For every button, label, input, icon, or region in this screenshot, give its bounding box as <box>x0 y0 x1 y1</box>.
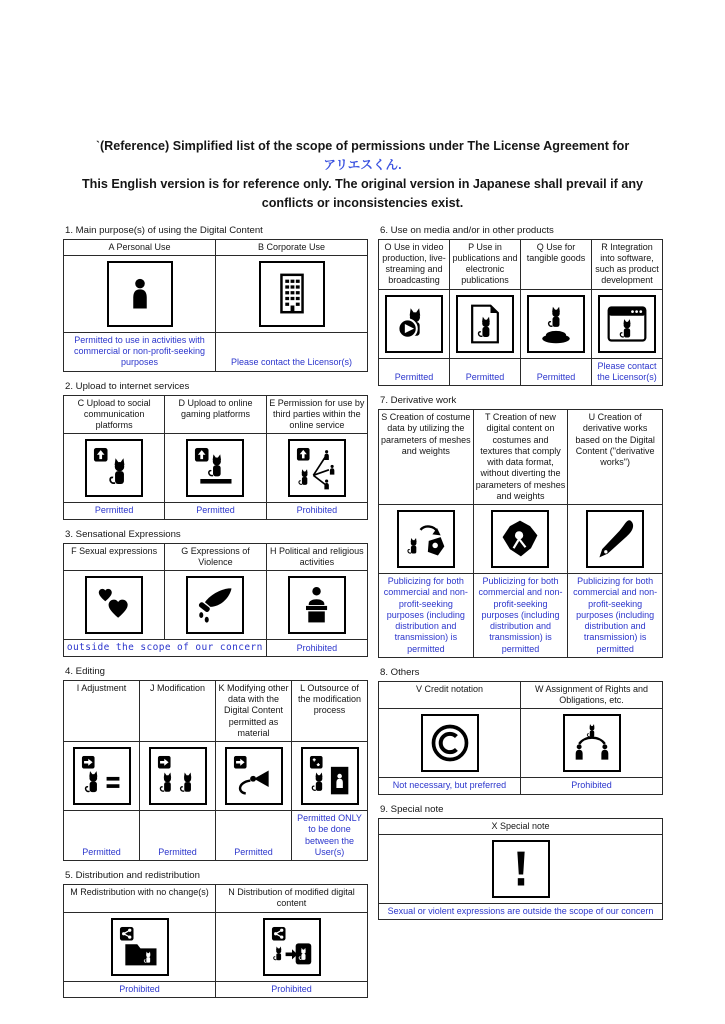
cell-header: B Corporate Use <box>216 239 368 255</box>
status-text: Permitted <box>140 811 216 861</box>
derivative-pen-icon <box>586 510 644 568</box>
status-text: Permitted <box>64 811 140 861</box>
section-derivative-work <box>378 395 663 658</box>
title-line-2: This English version is for reference only. The original version in Japanese shall prevail if any conflicts or inconsistencies exist. <box>81 176 644 210</box>
status-text: Permitted to use in activities with commercial or non-profit-seeking purposes <box>64 332 216 371</box>
status-text: Publicizing for both commercial and non-profit-seeking purposes (including distribution and transmission) is permitted <box>379 574 474 658</box>
cell-header: P Use in publications and electronic publications <box>450 239 521 289</box>
redistribute-unchanged-icon <box>111 918 169 976</box>
cell-header: O Use in video production, live-streaming and broadcasting <box>379 239 450 289</box>
cell-header: K Modifying other data with the Digital Content permitted as material <box>216 680 292 741</box>
section-sensational <box>63 529 368 657</box>
section-8-table <box>378 681 663 795</box>
section-label: 1. Main purpose(s) of using the Digital Content <box>65 224 263 236</box>
status-text: Please contact the Licensor(s) <box>592 358 663 386</box>
status-text: Not necessary, but preferred <box>379 778 521 794</box>
cell-header: S Creation of costume data by utilizing the parameters of meshes and weights <box>379 410 474 505</box>
software-integration-icon <box>598 295 656 353</box>
cell-header: D Upload to online gaming platforms <box>165 395 266 434</box>
knife-icon <box>186 576 244 634</box>
status-text: Permitted <box>216 811 292 861</box>
upload-third-party-icon <box>288 439 346 497</box>
video-production-icon <box>385 295 443 353</box>
distribute-modified-icon <box>263 918 321 976</box>
status-text: Prohibited <box>216 981 368 997</box>
title-line-1: ˋ(Reference) Simplified list of the scope of permissions under The License Agreement for <box>95 139 630 153</box>
cell-header: N Distribution of modified digital content <box>216 885 368 913</box>
section-7-table <box>378 409 663 658</box>
status-text: Prohibited <box>266 640 367 657</box>
podium-speaker-icon <box>288 576 346 634</box>
cell-header: H Political and religious activities <box>266 543 367 571</box>
status-text: Please contact the Licensor(s) <box>216 332 368 371</box>
status-text: Permitted ONLY to be done between the User(s) <box>292 811 368 861</box>
section-special-note <box>378 804 663 921</box>
cell-header: C Upload to social communication platforms <box>64 395 165 434</box>
section-main-purpose <box>63 225 368 372</box>
section-editing <box>63 666 368 861</box>
adjustment-icon <box>73 747 131 805</box>
product-name-jp: アリエスくん. <box>323 157 402 172</box>
cell-header: R Integration into software, such as product development <box>592 239 663 289</box>
section-upload-internet <box>63 381 368 520</box>
cell-header: T Creation of new digital content on costumes and textures that comply with data format, without diverting the parameters of meshes and weights <box>473 410 568 505</box>
person-icon <box>107 261 173 327</box>
status-text: Permitted <box>521 358 592 386</box>
cell-header: L Outsource of the modification process <box>292 680 368 741</box>
cell-header: J Modification <box>140 680 216 741</box>
section-6-table <box>378 239 663 387</box>
cell-header: A Personal Use <box>64 239 216 255</box>
status-text-outside-scope: outside the scope of our concern <box>64 640 267 657</box>
new-costume-content-icon <box>491 510 549 568</box>
section-label: 4. Editing <box>65 665 106 677</box>
cell-header: X Special note <box>379 818 663 834</box>
section-9-table <box>378 818 663 921</box>
section-label: 6. Use on media and/or in other products <box>380 224 554 236</box>
cell-header: W Assignment of Rights and Obligations, etc. <box>521 681 663 709</box>
cell-header: Q Use for tangible goods <box>521 239 592 289</box>
status-text: Permitted <box>165 503 266 519</box>
status-text: Publicizing for both commercial and non-profit-seeking purposes (including distribution and transmission) is permitted <box>568 574 663 658</box>
tangible-goods-icon <box>527 295 585 353</box>
status-text: Prohibited <box>64 981 216 997</box>
copyright-icon <box>421 714 479 772</box>
exclamation-icon <box>492 840 550 898</box>
cell-header: I Adjustment <box>64 680 140 741</box>
upload-social-icon <box>85 439 143 497</box>
cell-header: V Credit notation <box>379 681 521 709</box>
status-text: Prohibited <box>521 778 663 794</box>
upload-gaming-icon <box>186 439 244 497</box>
section-3-table <box>63 543 368 657</box>
corporate-building-icon <box>259 261 325 327</box>
page-title <box>58 0 667 213</box>
modify-material-icon <box>225 747 283 805</box>
section-4-table <box>63 680 368 861</box>
publication-icon <box>456 295 514 353</box>
cell-header: E Permission for use by third parties within the online service <box>266 395 367 434</box>
costume-data-icon <box>397 510 455 568</box>
content-columns <box>63 225 663 1007</box>
status-text: Prohibited <box>266 503 367 519</box>
cell-header: G Expressions of Violence <box>165 543 266 571</box>
section-others <box>378 667 663 795</box>
section-label: 8. Others <box>380 666 420 678</box>
section-distribution <box>63 870 368 998</box>
left-column <box>63 225 368 1007</box>
section-1-table <box>63 239 368 372</box>
cell-header: M Redistribution with no change(s) <box>64 885 216 913</box>
hearts-icon <box>85 576 143 634</box>
status-text: Permitted <box>450 358 521 386</box>
section-label: 3. Sensational Expressions <box>65 528 181 540</box>
status-text: Permitted <box>379 358 450 386</box>
section-2-table <box>63 395 368 520</box>
section-media-products <box>378 225 663 387</box>
status-text: Sexual or violent expressions are outside the scope of our concern <box>379 903 663 919</box>
section-label: 5. Distribution and redistribution <box>65 870 200 882</box>
rights-assignment-icon <box>563 714 621 772</box>
status-text: Permitted <box>64 503 165 519</box>
section-5-table <box>63 884 368 998</box>
outsource-icon <box>301 747 359 805</box>
right-column <box>378 225 663 930</box>
status-text: Publicizing for both commercial and non-profit-seeking purposes (including distribution and transmission) is permitted <box>473 574 568 658</box>
section-label: 7. Derivative work <box>380 395 457 407</box>
cell-header: U Creation of derivative works based on the Digital Content ("derivative works") <box>568 410 663 505</box>
section-label: 9. Special note <box>380 803 444 815</box>
modification-icon <box>149 747 207 805</box>
cell-header: F Sexual expressions <box>64 543 165 571</box>
section-label: 2. Upload to internet services <box>65 380 190 392</box>
